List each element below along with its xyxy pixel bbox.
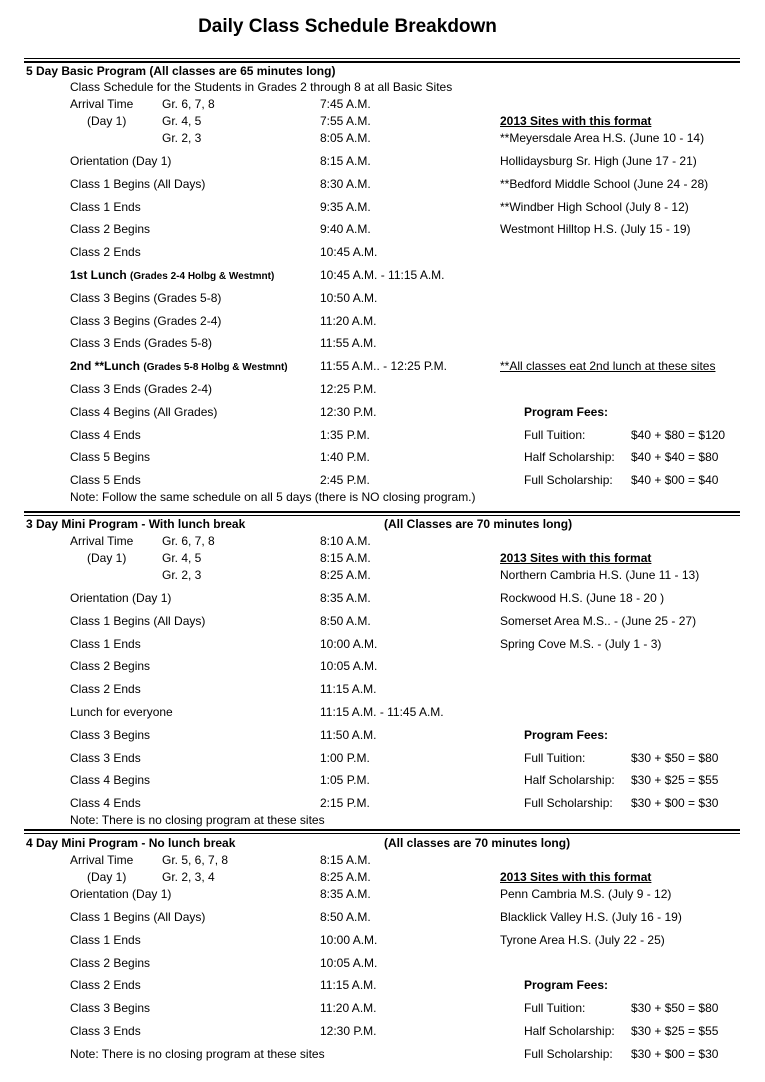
arrival-grade: Gr. 2, 3 (162, 131, 202, 145)
lunch-row (70, 359, 288, 375)
arrival-grade: Gr. 2, 3 (162, 568, 202, 582)
arrival-time: 8:25 A.M. (320, 870, 371, 884)
arrival-time: 8:10 A.M. (320, 534, 371, 548)
arrival-grade: Gr. 4, 5 (162, 114, 202, 128)
arrival-time: 8:25 A.M. (320, 568, 371, 582)
site-item: Hollidaysburg Sr. High (June 17 - 21) (500, 154, 697, 168)
site-item: Penn Cambria M.S. (July 9 - 12) (500, 887, 672, 901)
day1-label: (Day 1) (87, 870, 127, 884)
fees-heading: Program Fees: (524, 405, 609, 419)
schedule-time: 10:05 A.M. (320, 956, 378, 970)
fee-label: Half Scholarship: (524, 450, 615, 464)
schedule-label: Orientation (Day 1) (70, 591, 172, 605)
schedule-label: Class 5 Ends (70, 473, 141, 487)
schedule-time: 10:00 A.M. (320, 637, 378, 651)
site-item: Rockwood H.S. (June 18 - 20 ) (500, 591, 665, 605)
arrival-grade: Gr. 4, 5 (162, 551, 202, 565)
arrival-grade: Gr. 6, 7, 8 (162, 534, 215, 548)
fee-value: $30 + $50 = $80 (631, 1001, 719, 1015)
arrival-time: 8:15 A.M. (320, 551, 371, 565)
lunch-grades: (Grades 2-4 Holbg & Westmnt) (130, 271, 275, 282)
schedule-label: Class 3 Begins (Grades 5-8) (70, 291, 222, 305)
site-item: Westmont Hilltop H.S. (July 15 - 19) (500, 222, 691, 236)
section-divider (24, 61, 740, 63)
fee-label: Full Scholarship: (524, 473, 613, 487)
lunch-label: 2nd **Lunch (70, 359, 141, 373)
section-divider (24, 58, 740, 59)
site-item: **Windber High School (July 8 - 12) (500, 200, 689, 214)
site-item: **Bedford Middle School (June 24 - 28) (500, 177, 709, 191)
day1-label: (Day 1) (87, 551, 127, 565)
schedule-time: 9:40 A.M. (320, 222, 371, 236)
fees-heading: Program Fees: (524, 978, 609, 992)
lunch-grades: (Grades 5-8 Holbg & Westmnt) (143, 362, 288, 373)
schedule-label: Class 2 Ends (70, 682, 141, 696)
section-note: Note: There is no closing program at these sites (70, 813, 325, 827)
schedule-label: Class 3 Begins (Grades 2-4) (70, 314, 222, 328)
schedule-time: 10:45 A.M. - 11:15 A.M. (320, 268, 445, 282)
schedule-label: Class 3 Ends (Grades 5-8) (70, 336, 213, 350)
schedule-time: 1:40 P.M. (320, 450, 370, 464)
fee-value: $40 + $80 = $120 (631, 428, 726, 442)
section-intro: Class Schedule for the Students in Grades 2 through 8 at all Basic Sites (70, 80, 453, 94)
fee-value: $40 + $00 = $40 (631, 473, 719, 487)
fees-heading: Program Fees: (524, 728, 609, 742)
section-divider (24, 511, 740, 513)
schedule-label: Class 1 Ends (70, 200, 141, 214)
arrival-label: Arrival Time (70, 534, 134, 548)
fee-label: Full Tuition: (524, 1001, 586, 1015)
arrival-label: Arrival Time (70, 97, 134, 111)
fee-label: Full Scholarship: (524, 796, 613, 810)
schedule-label: Class 2 Ends (70, 978, 141, 992)
arrival-time: 8:05 A.M. (320, 131, 371, 145)
schedule-time: 10:50 A.M. (320, 291, 378, 305)
sites-heading: 2013 Sites with this format (500, 551, 652, 565)
fee-label: Half Scholarship: (524, 1024, 615, 1038)
site-item: **Meyersdale Area H.S. (June 10 - 14) (500, 131, 705, 145)
arrival-grade: Gr. 5, 6, 7, 8 (162, 853, 229, 867)
schedule-label: Class 3 Ends (Grades 2-4) (70, 382, 213, 396)
schedule-time: 10:00 A.M. (320, 933, 378, 947)
schedule-label: Class 3 Ends (70, 1024, 141, 1038)
schedule-time: 1:05 P.M. (320, 773, 370, 787)
arrival-grade: Gr. 6, 7, 8 (162, 97, 215, 111)
arrival-time: 8:15 A.M. (320, 853, 371, 867)
day1-label: (Day 1) (87, 114, 127, 128)
fee-label: Half Scholarship: (524, 773, 615, 787)
schedule-time: 11:20 A.M. (320, 314, 377, 328)
schedule-time: 11:15 A.M. (320, 682, 377, 696)
lunch-note: **All classes eat 2nd lunch at these sites (500, 359, 716, 373)
schedule-label: Class 1 Begins (All Days) (70, 177, 206, 191)
fee-label: Full Tuition: (524, 428, 586, 442)
schedule-label: Class 3 Begins (70, 1001, 151, 1015)
schedule-time: 2:15 P.M. (320, 796, 370, 810)
schedule-label: Class 4 Begins (70, 773, 151, 787)
section-note: Note: There is no closing program at these sites (70, 1047, 325, 1061)
schedule-time: 8:15 A.M. (320, 154, 371, 168)
schedule-label: Class 4 Ends (70, 428, 141, 442)
section-heading: 3 Day Mini Program - With lunch break (26, 517, 246, 531)
schedule-time: 1:00 P.M. (320, 751, 370, 765)
schedule-label: Class 2 Begins (70, 222, 151, 236)
schedule-time: 10:45 A.M. (320, 245, 378, 259)
fee-label: Full Scholarship: (524, 1047, 613, 1061)
schedule-time: 1:35 P.M. (320, 428, 370, 442)
section-divider (24, 515, 740, 516)
fee-value: $30 + $25 = $55 (631, 773, 719, 787)
section-note: Note: Follow the same schedule on all 5 days (there is NO closing program.) (70, 490, 476, 504)
schedule-time: 10:05 A.M. (320, 659, 378, 673)
fee-value: $40 + $40 = $80 (631, 450, 719, 464)
schedule-label: Class 2 Ends (70, 245, 141, 259)
section-heading-right: (All Classes are 70 minutes long) (384, 517, 573, 531)
fee-value: $30 + $00 = $30 (631, 796, 719, 810)
page-title: Daily Class Schedule Breakdown (198, 16, 497, 37)
schedule-time: 8:50 A.M. (320, 614, 371, 628)
arrival-time: 7:45 A.M. (320, 97, 371, 111)
site-item: Blacklick Valley H.S. (July 16 - 19) (500, 910, 682, 924)
sites-heading: 2013 Sites with this format (500, 870, 652, 884)
sites-heading: 2013 Sites with this format (500, 114, 652, 128)
schedule-time: 11:20 A.M. (320, 1001, 377, 1015)
schedule-time: 2:45 P.M. (320, 473, 370, 487)
section-heading-right: (All classes are 70 minutes long) (384, 836, 571, 850)
schedule-label: Class 1 Ends (70, 637, 141, 651)
section-divider (24, 833, 740, 834)
schedule-label: Orientation (Day 1) (70, 154, 172, 168)
schedule-time: 12:25 P.M. (320, 382, 377, 396)
schedule-label: Class 3 Ends (70, 751, 141, 765)
schedule-label: Orientation (Day 1) (70, 887, 172, 901)
schedule-time: 11:15 A.M. - 11:45 A.M. (320, 705, 444, 719)
schedule-label: Lunch for everyone (70, 705, 173, 719)
section-heading: 5 Day Basic Program (All classes are 65 minutes long) (26, 64, 336, 78)
schedule-label: Class 1 Begins (All Days) (70, 614, 206, 628)
site-item: Somerset Area M.S.. - (June 25 - 27) (500, 614, 697, 628)
schedule-time: 11:55 A.M. (320, 336, 377, 350)
arrival-label: Arrival Time (70, 853, 134, 867)
schedule-label: Class 1 Ends (70, 933, 141, 947)
section-divider (24, 829, 740, 831)
schedule-time: 8:30 A.M. (320, 177, 371, 191)
fee-value: $30 + $25 = $55 (631, 1024, 719, 1038)
lunch-row (70, 268, 274, 284)
site-item: Northern Cambria H.S. (June 11 - 13) (500, 568, 700, 582)
lunch-label: 1st Lunch (70, 268, 127, 282)
section-heading: 4 Day Mini Program - No lunch break (26, 836, 236, 850)
schedule-label: Class 4 Begins (All Grades) (70, 405, 218, 419)
schedule-time: 11:50 A.M. (320, 728, 377, 742)
schedule-label: Class 5 Begins (70, 450, 151, 464)
schedule-time: 12:30 P.M. (320, 405, 377, 419)
schedule-label: Class 2 Begins (70, 956, 151, 970)
arrival-time: 7:55 A.M. (320, 114, 371, 128)
fee-value: $30 + $00 = $30 (631, 1047, 719, 1061)
schedule-time: 11:55 A.M.. - 12:25 P.M. (320, 359, 447, 373)
schedule-label: Class 4 Ends (70, 796, 141, 810)
schedule-label: Class 1 Begins (All Days) (70, 910, 206, 924)
site-item: Tyrone Area H.S. (July 22 - 25) (500, 933, 665, 947)
schedule-time: 11:15 A.M. (320, 978, 377, 992)
schedule-label: Class 3 Begins (70, 728, 151, 742)
fee-value: $30 + $50 = $80 (631, 751, 719, 765)
site-item: Spring Cove M.S. - (July 1 - 3) (500, 637, 662, 651)
fee-label: Full Tuition: (524, 751, 586, 765)
schedule-time: 12:30 P.M. (320, 1024, 377, 1038)
arrival-grade: Gr. 2, 3, 4 (162, 870, 215, 884)
schedule-time: 8:35 A.M. (320, 887, 371, 901)
schedule-time: 9:35 A.M. (320, 200, 371, 214)
schedule-label: Class 2 Begins (70, 659, 151, 673)
schedule-time: 8:35 A.M. (320, 591, 371, 605)
schedule-time: 8:50 A.M. (320, 910, 371, 924)
